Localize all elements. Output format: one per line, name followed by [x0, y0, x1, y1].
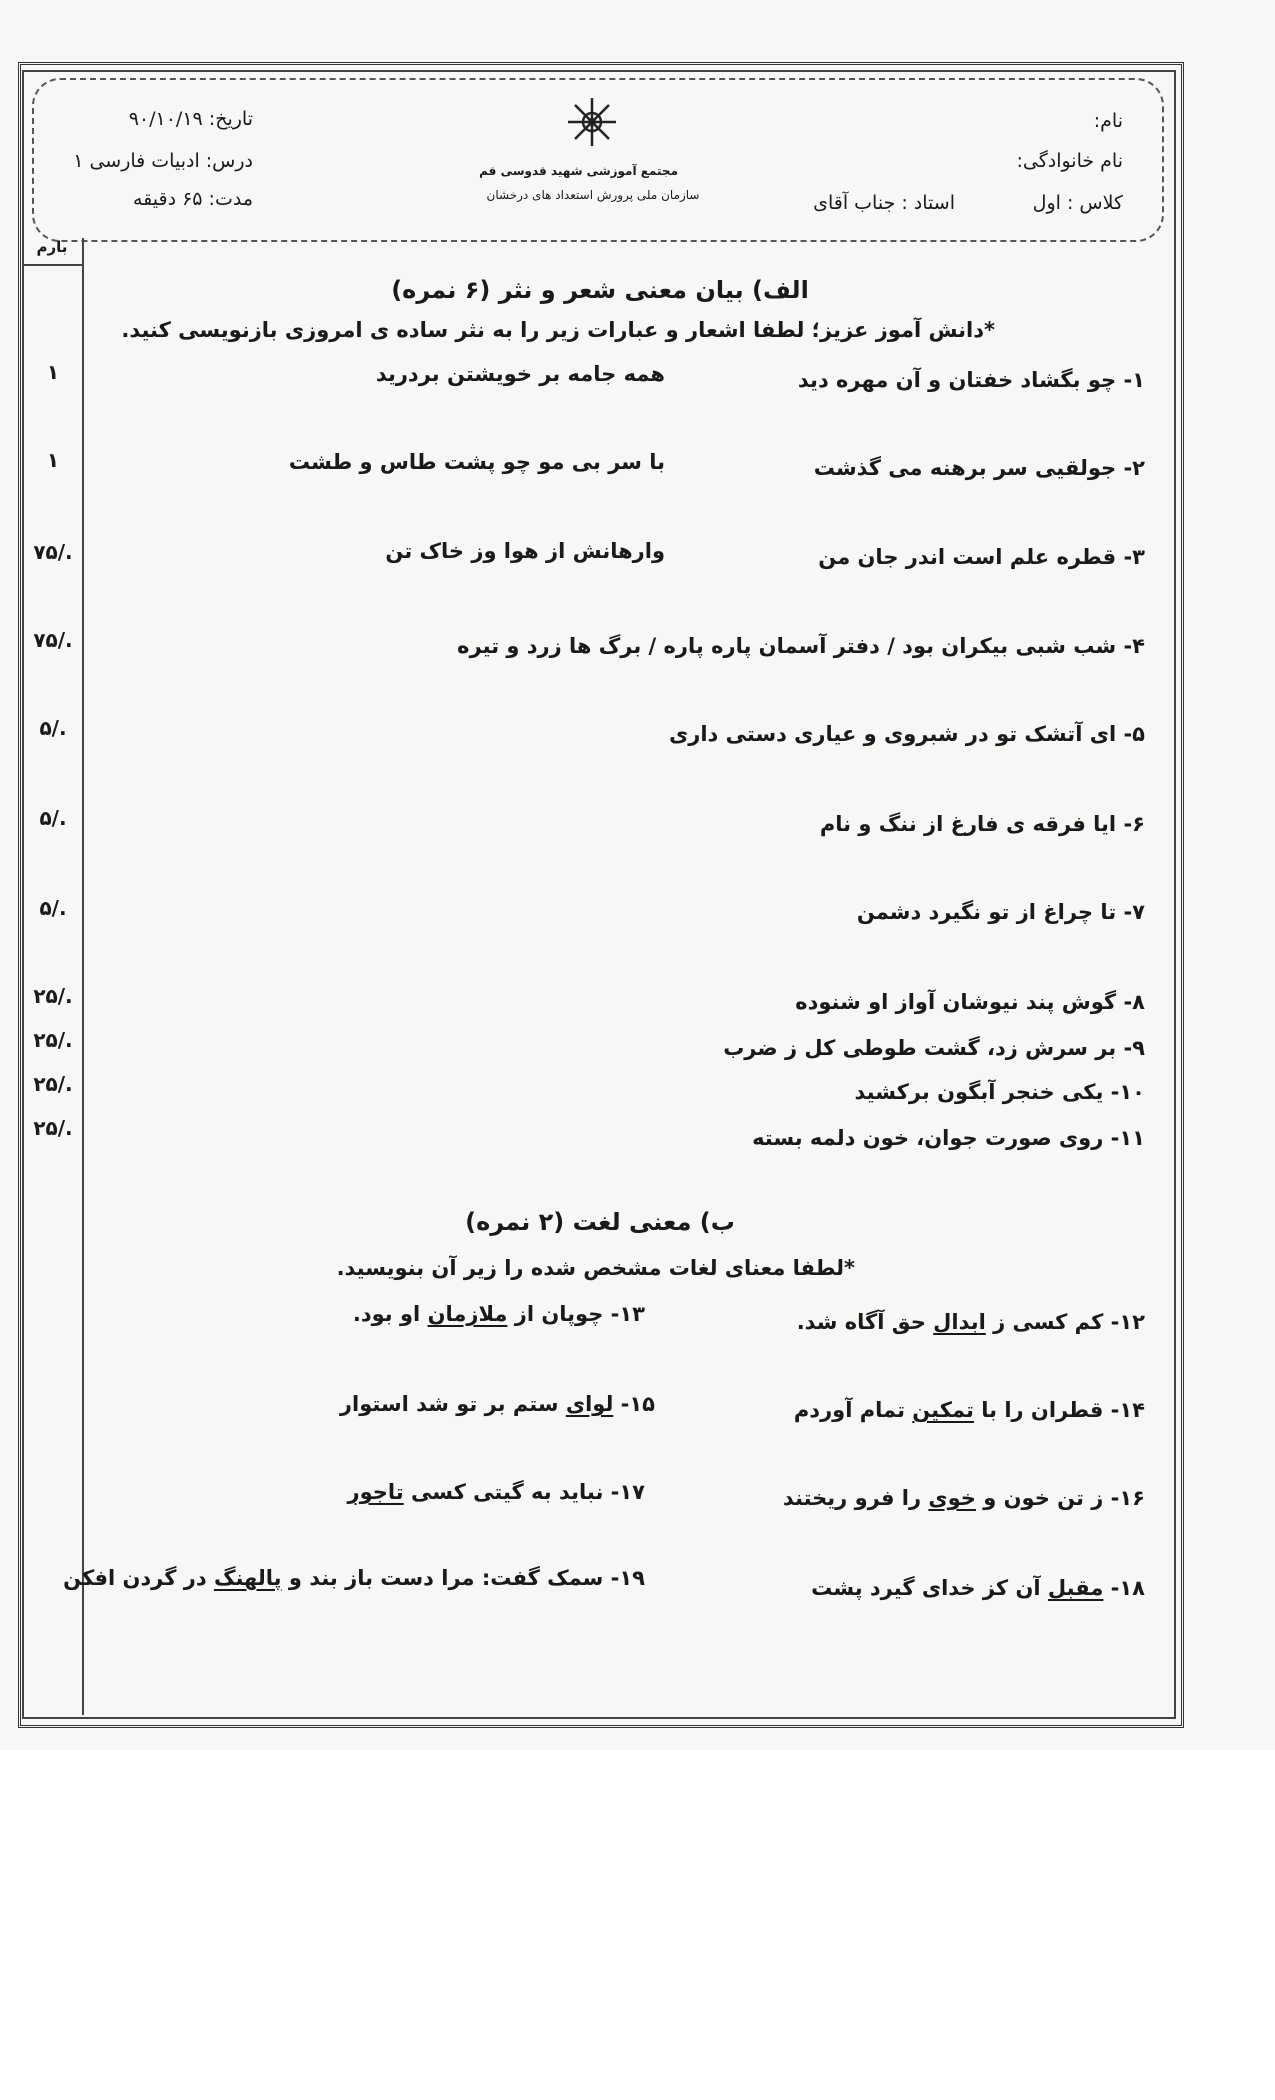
question-1: ۱- چو بگشاد خفتان و آن مهره دید — [797, 368, 1145, 392]
name-label: نام: — [1093, 110, 1123, 132]
duration-label: مدت: ۶۵ دقیقه — [132, 188, 253, 210]
question-4: ۴- شب شبی بیکران بود / دفتر آسمان پاره پاره / برگ ها زرد و تیره — [457, 634, 1145, 658]
question-15: ۱۵- لوای ستم بر تو شد استوار — [339, 1392, 655, 1416]
school-emblem-icon — [562, 96, 622, 148]
section-b-instruction: *لطفا معنای لغات مشخص شده را زیر آن بنویسید. — [336, 1256, 855, 1280]
question-16: ۱۶- ز تن خون و خوی را فرو ریختند — [782, 1486, 1145, 1510]
question-3: ۳- قطره علم است اندر جان من — [818, 545, 1145, 569]
highlighted-word-19: پالهنگ — [213, 1566, 282, 1590]
section-a-instruction: *دانش آموز عزیز؛ لطفا اشعار و عبارات زیر را به نثر ساده ی امروزی بازنویسی کنید. — [121, 318, 995, 342]
score-1: ۱ — [46, 360, 60, 384]
question-11: ۱۱- روی صورت جوان، خون دلمه بسته — [752, 1126, 1145, 1150]
score-11: ۲۵/. — [33, 1116, 73, 1140]
question-19: ۱۹- سمک گفت: مرا دست باز بند و پالهنگ در گردن افکن — [63, 1566, 645, 1590]
highlighted-word-18: مقبل — [1047, 1576, 1104, 1600]
question-7: ۷- تا چراغ از تو نگیرد دشمن — [856, 900, 1145, 924]
question-5: ۵- ای آتشک تو در شبروی و عیاری دستی داری — [669, 722, 1145, 746]
score-4: ۷۵/. — [33, 628, 73, 652]
section-b-title: ب) معنی لغت (۲ نمره) — [465, 1208, 735, 1236]
score-column-header: بارم — [22, 238, 82, 266]
question-13: ۱۳- چوپان از ملازمان او بود. — [352, 1302, 645, 1326]
exam-date: تاریخ: ۹۰/۱۰/۱۹ — [128, 108, 253, 130]
question-10: ۱۰- یکی خنجر آبگون برکشید — [854, 1080, 1145, 1104]
score-9: ۲۵/. — [33, 1028, 73, 1052]
question-14: ۱۴- قطران را با تمکین تمام آوردم — [793, 1398, 1145, 1422]
section-a-title: الف) بیان معنی شعر و نثر (۶ نمره) — [391, 276, 809, 304]
highlighted-word-12: ابدال — [933, 1310, 986, 1334]
question-17: ۱۷- نباید به گیتی کسی تاجور — [347, 1480, 645, 1504]
question-2: ۲- جولقیی سر برهنه می گذشت — [813, 456, 1145, 480]
score-7: ۵/. — [39, 896, 67, 920]
highlighted-word-16: خوی — [928, 1486, 976, 1510]
subject-label: درس: ادبیات فارسی ۱ — [73, 150, 253, 172]
question-2-second-hemistich: با سر بی مو چو پشت طاس و طشت — [288, 450, 665, 474]
score-10: ۲۵/. — [33, 1072, 73, 1096]
class-label: کلاس : اول — [1032, 192, 1123, 214]
family-label: نام خانوادگی: — [1016, 150, 1123, 172]
question-18: ۱۸- مقبل آن کز خدای گیرد پشت — [811, 1576, 1145, 1600]
highlighted-word-13: ملازمان — [427, 1302, 508, 1326]
question-6: ۶- ایا فرقه ی فارغ از ننگ و نام — [819, 812, 1145, 836]
question-3-second-hemistich: وارهانش از هوا وز خاک تن — [385, 539, 665, 563]
score-5: ۵/. — [39, 716, 67, 740]
score-8: ۲۵/. — [33, 984, 73, 1008]
question-8: ۸- گوش پند نیوشان آواز او شنوده — [795, 990, 1145, 1014]
teacher-label: استاد : جناب آقای — [813, 192, 955, 214]
highlighted-word-14: تمکین — [912, 1398, 974, 1422]
school-name: مجتمع آموزشی شهید قدوسی قم — [479, 164, 678, 178]
highlighted-word-17: تاجور — [347, 1480, 404, 1504]
score-6: ۵/. — [39, 806, 67, 830]
highlighted-word-15: لوای — [565, 1392, 614, 1416]
organization-name: سازمان ملی پرورش استعداد های درخشان — [486, 188, 700, 202]
score-2: ۱ — [46, 448, 60, 472]
question-9: ۹- بر سرش زد، گشت طوطی کل ز ضرب — [723, 1036, 1145, 1060]
question-1-second-hemistich: همه جامه بر خویشتن بردرید — [375, 362, 665, 386]
score-3: ۷۵/. — [33, 540, 73, 564]
question-12: ۱۲- کم کسی ز ابدال حق آگاه شد. — [796, 1310, 1145, 1334]
